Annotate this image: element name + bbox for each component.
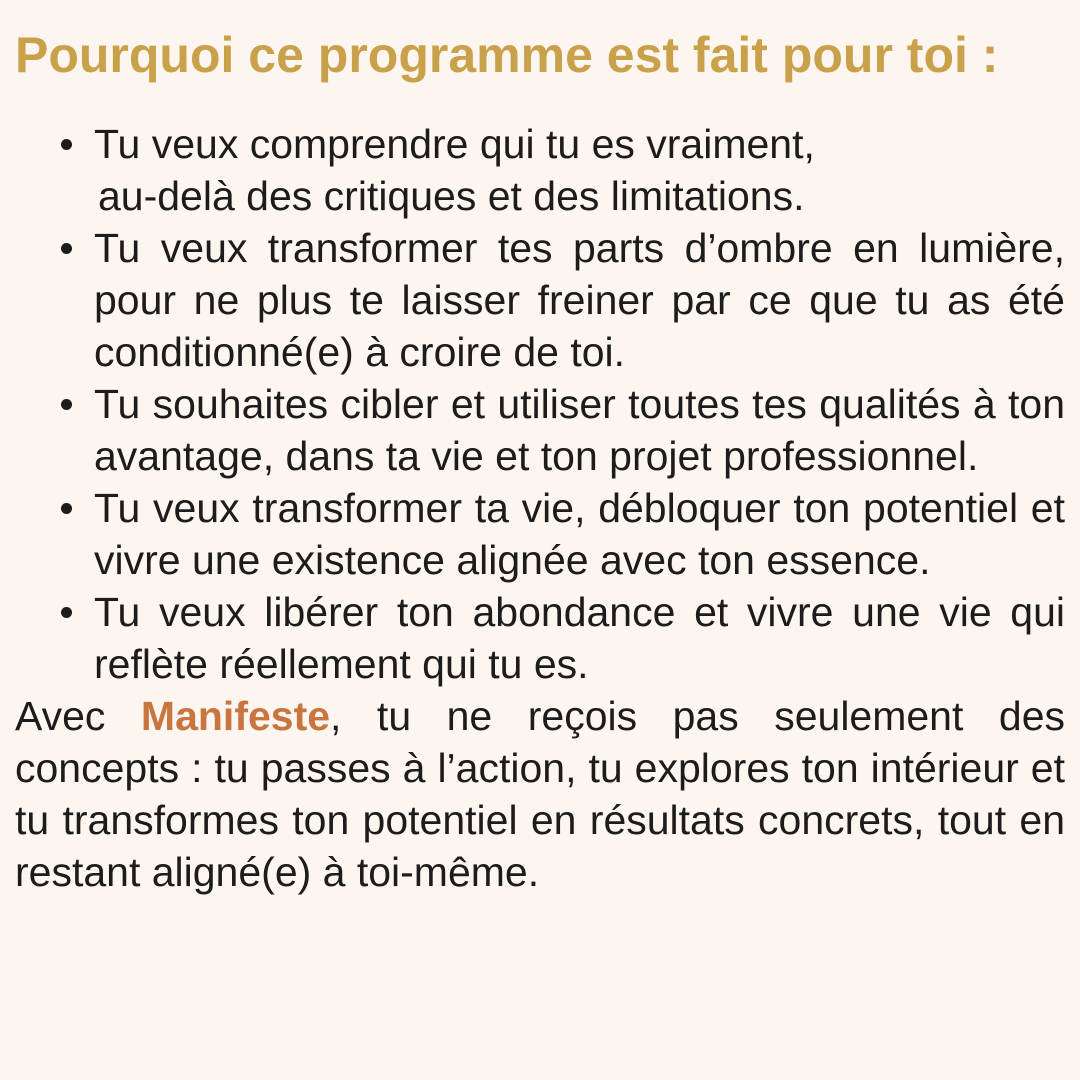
list-item: Tu souhaites cibler et utiliser toutes tes qualités à ton avantage, dans ta vie et ton projet professionnel.: [15, 378, 1065, 482]
list-item-line: Tu veux comprendre qui tu es vraiment,: [94, 121, 815, 167]
list-item: Tu veux libérer ton abondance et vivre une vie qui reflète réellement qui tu es.: [15, 586, 1065, 690]
program-name-highlight: Manifeste: [140, 693, 331, 739]
list-item: Tu veux transformer tes parts d’ombre en lumière, pour ne plus te laisser freiner par ce que tu as été conditionné(e) à croire de toi.: [15, 222, 1065, 378]
closing-paragraph: [15, 690, 1065, 898]
list-item: Tu veux transformer ta vie, débloquer ton potentiel et vivre une existence alignée avec ton essence.: [15, 482, 1065, 586]
closing-text-after: , tu ne reçois pas seulement des concepts : tu passes à l’action, tu explores ton intérieur et tu transformes ton potentiel en résultats concrets, tout en restant aligné(e) à toi-même.: [15, 693, 1065, 895]
list-item: [15, 118, 1065, 222]
page-title: Pourquoi ce programme est fait pour toi :: [15, 27, 999, 83]
benefits-list: [15, 118, 1065, 690]
closing-text-before: Avec: [15, 693, 141, 739]
list-item-line: au-delà des critiques et des limitations.: [98, 173, 805, 219]
